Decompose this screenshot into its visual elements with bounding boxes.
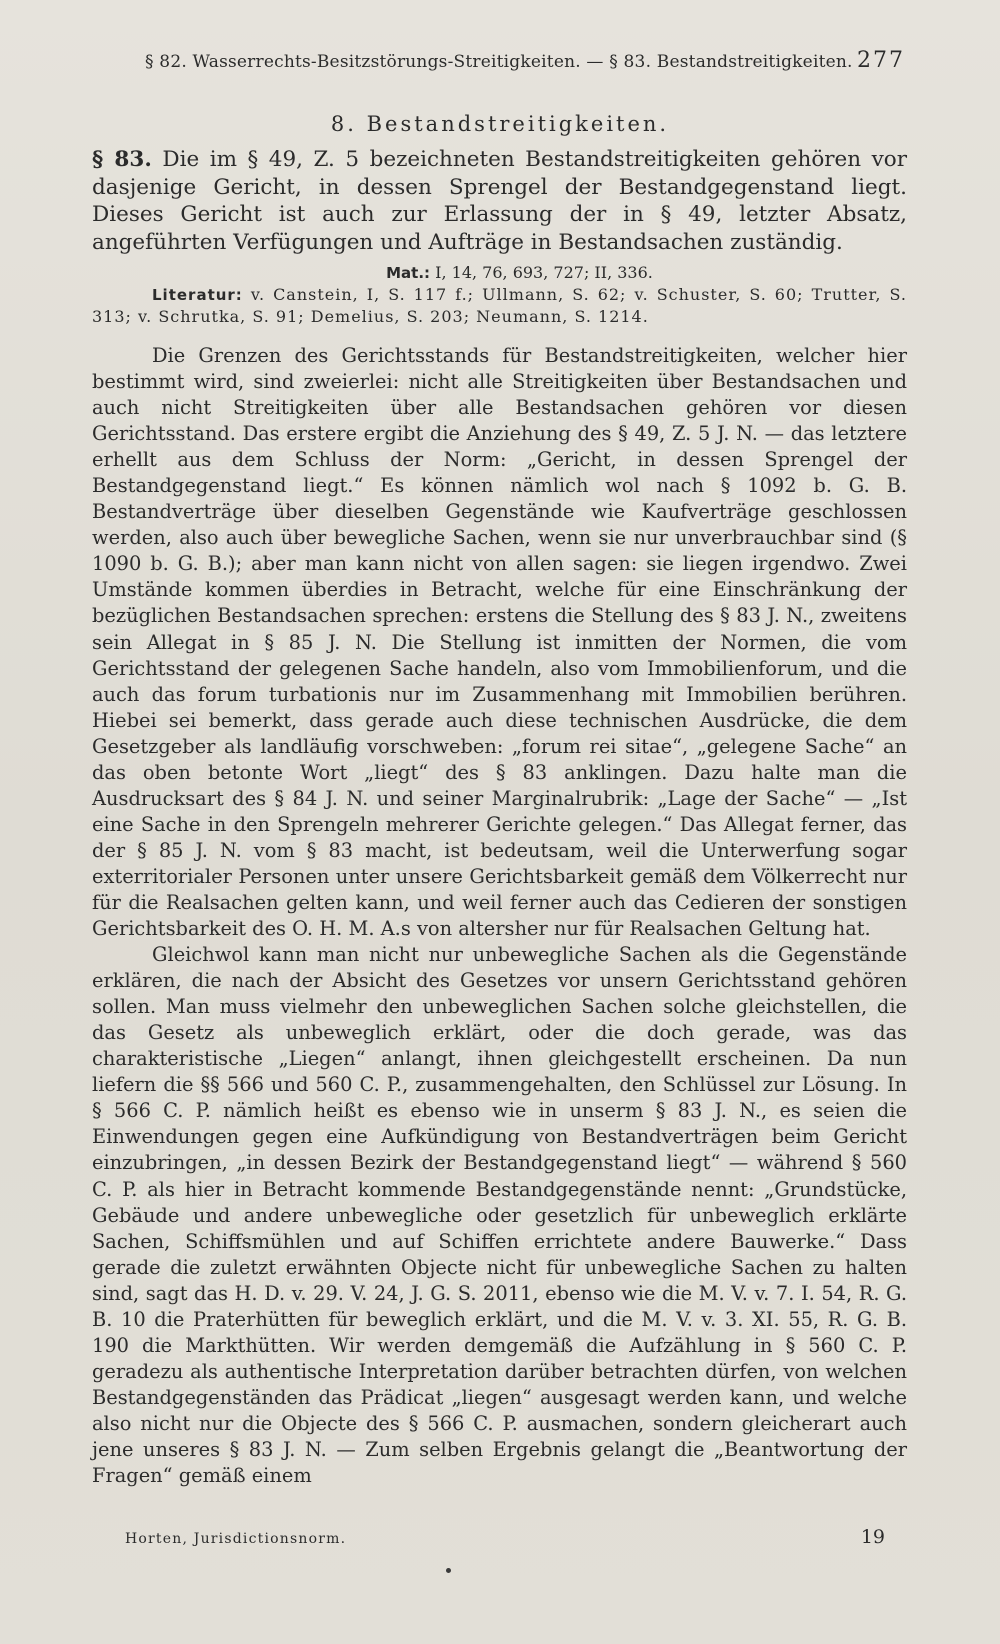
statute-body: Die im § 49, Z. 5 bezeichneten Bestandstreitigkeiten gehören vor dasjenige Gericht, in dessen Sprengel der Bestandgegenstand liegt. Dieses Gericht ist auch zur Erlassung der in § 49, letzter Absatz, angeführten Verfügungen und Aufträge in Bestandsachen zuständig.: [92, 147, 908, 255]
page-number: 277: [857, 48, 905, 73]
commentary-paragraph: Gleichwol kann man nicht nur unbewegliche Sachen als die Gegenstände erklären, die nach der Absicht des Gesetzes vor unsern Gerichtsstand gehören sollen. Man muss vielmehr den unbeweglichen Sachen solche gleichstellen, die das Gesetz als unbeweglich erklärt, oder die doch gerade, was das charakteristische „Liegen“ anlangt, ihnen gleichgestellt erscheinen. Da nun liefern die §§ 566 und 560 C. P., zusammengehalten, den Schlüssel zur Lösung. In § 566 C. P. nämlich heißt es ebenso wie in unserm § 83 J. N., es seien die Einwendungen gegen eine Aufkündigung von Bestandverträgen beim Gericht einzubringen, „in dessen Bezirk der Bestandgegenstand liegt“ — während § 560 C. P. als hier in Betracht kommende Bestandgegenstände nennt: „Grundstücke, Gebäude und andere unbewegliche oder gesetzlich für unbeweglich erklärte Sachen, Schiffsmühlen und auf Schiffen errichtete andere Bauwerke.“ Dass gerade die zuletzt erwähnten Objecte nicht für unbewegliche Sachen zu halten sind, sagt das H. D. v. 29. V. 24, J. G. S. 2011, ebenso wie die M. V. v. 7. I. 54, R. G. B. 10 die Praterhütten für beweglich erklärt, und die M. V. v. 3. XI. 55, R. G. B. 190 die Markthütten. Wir werden demgemäß die Aufzählung in § 560 C. P. geradezu als authentische Interpretation darüber betrachten dürfen, von welchen Bestandgegenständen das Prädicat „liegen“ ausgesagt werden kann, und welche also nicht nur die Objecte des § 566 C. P. ausmachen, sondern gleicherart auch jene unseres § 83 J. N. — Zum selben Ergebnis gelangt die „Beantwortung der Fragen“ gemäß einem: [92, 943, 907, 1488]
running-head-text: § 82. Wasserrechts-Besitzstörungs-Streitigkeiten. — § 83. Bestandstreitigkeiten.: [145, 52, 853, 72]
sheet-number: 19: [860, 1526, 885, 1548]
references-block: [92, 262, 907, 328]
materials-label: Mat.:: [386, 264, 431, 282]
page-footer: [125, 1526, 885, 1548]
ink-dot: [446, 1568, 451, 1573]
literature-line: [92, 284, 907, 328]
materials-text: I, 14, 76, 693, 727; II, 336.: [435, 263, 653, 282]
running-header: [145, 48, 905, 73]
literature-label: Literatur:: [152, 286, 243, 304]
materials-line: [92, 262, 907, 284]
statute-text: [92, 146, 907, 256]
signature-line: Horten, Jurisdictionsnorm.: [125, 1531, 347, 1547]
section-title: 8. Bestandstreitigkeiten.: [330, 112, 670, 136]
commentary-paragraph: Die Grenzen des Gerichtsstands für Bestandstreitigkeiten, welcher hier bestimmt wird, sind zweierlei: nicht alle Streitigkeiten über Bestandsachen und auch nicht Streitigkeiten über alle Bestandsachen gehören vor diesen Gerichtsstand. Das erstere ergibt die Anziehung des § 49, Z. 5 J. N. — das letztere erhellt aus dem Schluss der Norm: „Gericht, in dessen Sprengel der Bestandgegenstand liegt.“ Es können nämlich wol nach § 1092 b. G. B. Bestandverträge über dieselben Gegenstände wie Kaufverträge geschlossen werden, also auch über bewegliche Sachen, wenn sie nur unverbrauchbar sind (§ 1090 b. G. B.); aber man kann nicht von allen sagen: sie liegen irgendwo. Zwei Umstände kommen überdies in Betracht, welche für eine Einschränkung der bezüglichen Bestandsachen sprechen: erstens die Stellung des § 83 J. N., zweitens sein Allegat in § 85 J. N. Die Stellung ist inmitten der Normen, die vom Gerichtsstand der gelegenen Sache handeln, also vom Immobilienforum, und die auch das forum turbationis nur im Zusammenhang mit Immobilien berühren. Hiebei sei bemerkt, dass gerade auch diese technischen Ausdrücke, die dem Gesetzgeber als landläufig vorschweben: „forum rei sitae“, „gelegene Sache“ an das oben betonte Wort „liegt“ des § 83 anklingen. Dazu halte man die Ausdrucksart des § 84 J. N. und seiner Marginalrubrik: „Lage der Sache“ — „Ist eine Sache in den Sprengeln mehrerer Gerichte gelegen.“ Das Allegat ferner, das der § 85 J. N. vom § 83 macht, ist bedeutsam, weil die Unterwerfung sogar exterritorialer Personen unter unsere Gerichtsbarkeit gemäß dem Völkerrecht nur für die Realsachen gelten kann, und weil ferner auch das Cedieren der sonstigen Gerichtsbarkeit des O. H. M. A.s von altersher nur für Realsachen Geltung hat.: [92, 344, 907, 941]
commentary-body: [92, 343, 907, 1489]
section-number: § 83.: [92, 147, 152, 172]
literature-text: v. Canstein, I, S. 117 f.; Ullmann, S. 62; v. Schuster, S. 60; Trutter, S. 313; v. Schrutka, S. 91; Demelius, S. 203; Neumann, S. 1214.: [92, 285, 907, 326]
